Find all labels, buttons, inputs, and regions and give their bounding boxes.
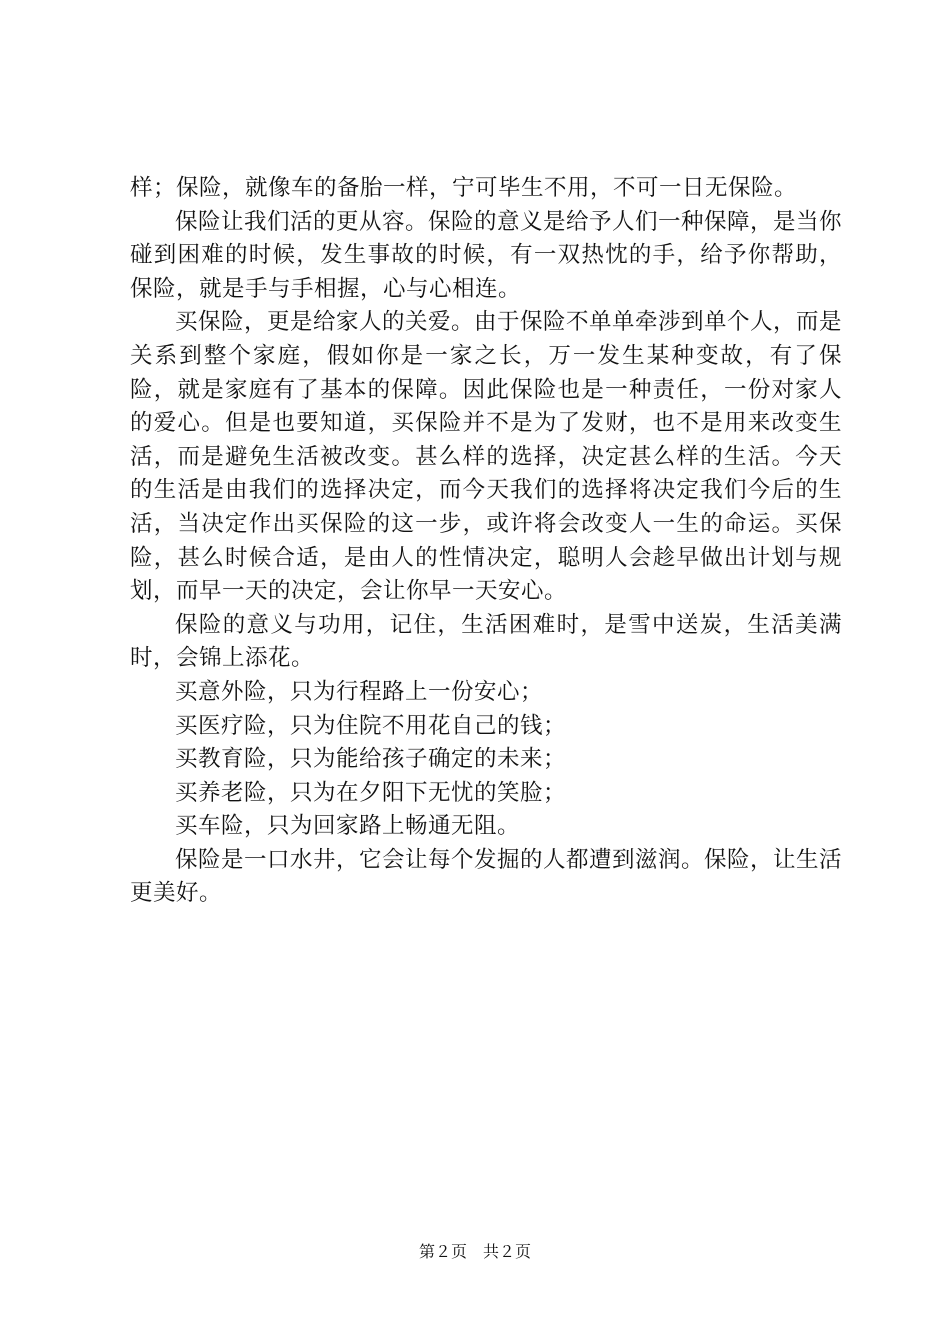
paragraph: 保险让我们活的更从容。保险的意义是给予人们一种保障，是当你碰到困难的时候，发生事故的时候，有一双热忱的手，给予你帮助，保险，就是手与手相握，心与心相连。 [130, 208, 843, 302]
paragraph: 买保险，更是给家人的关爱。由于保险不单单牵涉到单个人，而是关系到整个家庭，假如你是一家之长，万一发生某种变故，有了保险，就是家庭有了基本的保障。因此保险也是一种责任，一份对家人的爱心。但是也要知道，买保险并不是为了发财，也不是用来改变生活，而是避免生活被改变。甚么样的选择，决定甚么样的生活。今天的生活是由我们的选择决定，而今天我们的选择将决定我们今后的生活，当决定作出买保险的这一步，或许将会改变人一生的命运。买保险，甚么时候合适，是由人的性情决定，聪明人会趁早做出计划与规划，而早一天的决定，会让你早一天安心。 [130, 309, 843, 605]
page-footer: 第２页 共２页 [418, 1242, 531, 1261]
list-item-pension-insurance: 买养老险，只为在夕阳下无忧的笑脸； [175, 779, 567, 806]
list-item-accident-insurance: 买意外险，只为行程路上一份安心； [175, 678, 544, 705]
paragraph-continuation: 样；保险，就像车的备胎一样，宁可毕生不用，不可一日无保险。 [130, 175, 798, 201]
paragraph: 保险的意义与功用，记住，生活困难时，是雪中送炭，生活美满时，会锦上添花。 [130, 611, 842, 672]
list-item-car-insurance: 买车险，只为回家路上畅通无阻。 [175, 813, 521, 840]
document-body [130, 172, 842, 911]
list-item-medical-insurance: 买医疗险，只为住院不用花自己的钱； [175, 712, 567, 739]
list-item-education-insurance: 买教育险，只为能给孩子确定的未来； [175, 746, 567, 773]
paragraph-closing: 保险是一口水井，它会让每个发掘的人都遭到滋润。保险，让生活更美好。 [130, 846, 843, 907]
